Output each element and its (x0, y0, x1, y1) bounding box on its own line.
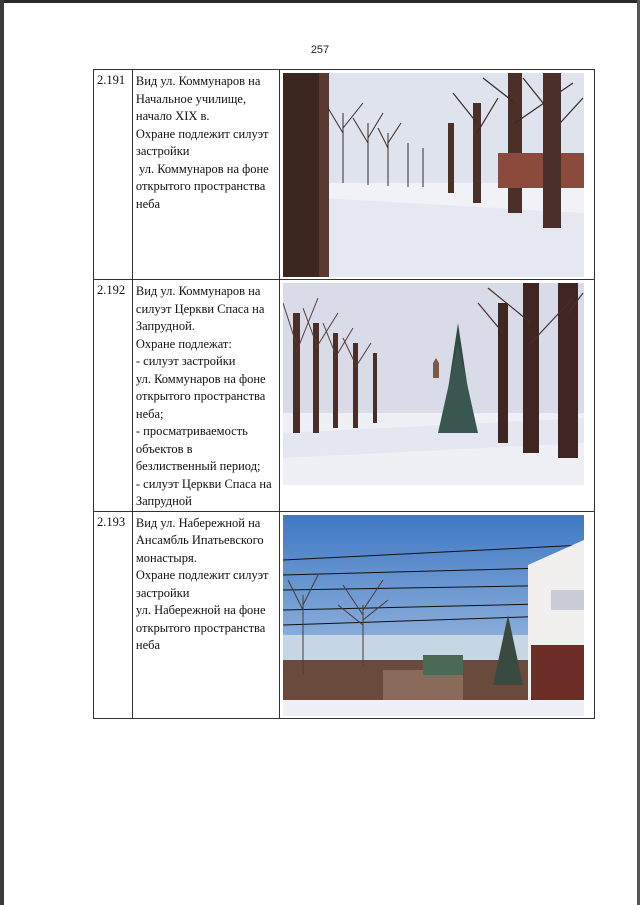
row-description (132, 280, 279, 512)
description-line: монастыря. (135, 550, 197, 565)
description-line: - силуэт Церкви Спаса на (135, 476, 272, 491)
description-line: ул. Набережной на фоне (135, 603, 266, 617)
description-line: силуэт Церкви Спаса на (135, 301, 265, 316)
description-line: ул. Коммунаров на фоне (135, 161, 269, 176)
description-line: неба; (135, 406, 164, 421)
page-number: 257 (310, 44, 330, 56)
objects-table (93, 69, 595, 719)
description-line: начало XIX в. (135, 109, 210, 123)
description-line: объектов в (135, 441, 193, 456)
description-line: - силуэт застройки (135, 354, 236, 368)
row-number: 2.192 (94, 280, 133, 512)
description-line: - просматриваемость (135, 424, 248, 438)
description-line: Вид ул. Коммунаров на (135, 74, 261, 88)
description-line: ул. Коммунаров на фоне (135, 371, 266, 386)
description-line: Охране подлежит силуэт (135, 126, 269, 141)
description-line: застройки (135, 585, 190, 600)
photo-cell (279, 70, 594, 280)
description-line: открытого пространства (135, 179, 266, 193)
row-number: 2.191 (94, 70, 133, 280)
description-line: Охране подлежит силуэт (135, 568, 269, 582)
winter-park-church-photo (283, 283, 584, 485)
table-row (94, 280, 595, 512)
row-description (132, 511, 279, 718)
description-line: открытого пространства (135, 620, 266, 635)
description-line: безлиственный период; (135, 459, 261, 473)
row-number: 2.193 (94, 511, 133, 718)
table-row (94, 70, 595, 280)
table-row (94, 511, 595, 718)
photo-cell (279, 280, 594, 512)
description-line: Охране подлежат: (135, 336, 232, 351)
row-description (132, 70, 279, 280)
description-line: Ансамбль Ипатьевского (135, 533, 264, 547)
description-line: неба (135, 196, 161, 211)
description-line: Вид ул. Коммунаров на (135, 284, 261, 298)
description-line: открытого пространства (135, 389, 266, 403)
scan-edge-left (0, 0, 4, 905)
description-line: Запрудной (135, 494, 192, 508)
description-line: неба (135, 638, 161, 652)
description-line: застройки (135, 144, 190, 158)
description-line: Вид ул. Набережной на (135, 515, 261, 530)
description-line: Запрудной. (135, 319, 195, 333)
winter-avenue-photo (283, 73, 584, 277)
embankment-view-photo (283, 515, 584, 716)
scan-edge-top (0, 0, 640, 3)
photo-cell (279, 511, 594, 718)
description-line: Начальное училище, (135, 91, 247, 106)
